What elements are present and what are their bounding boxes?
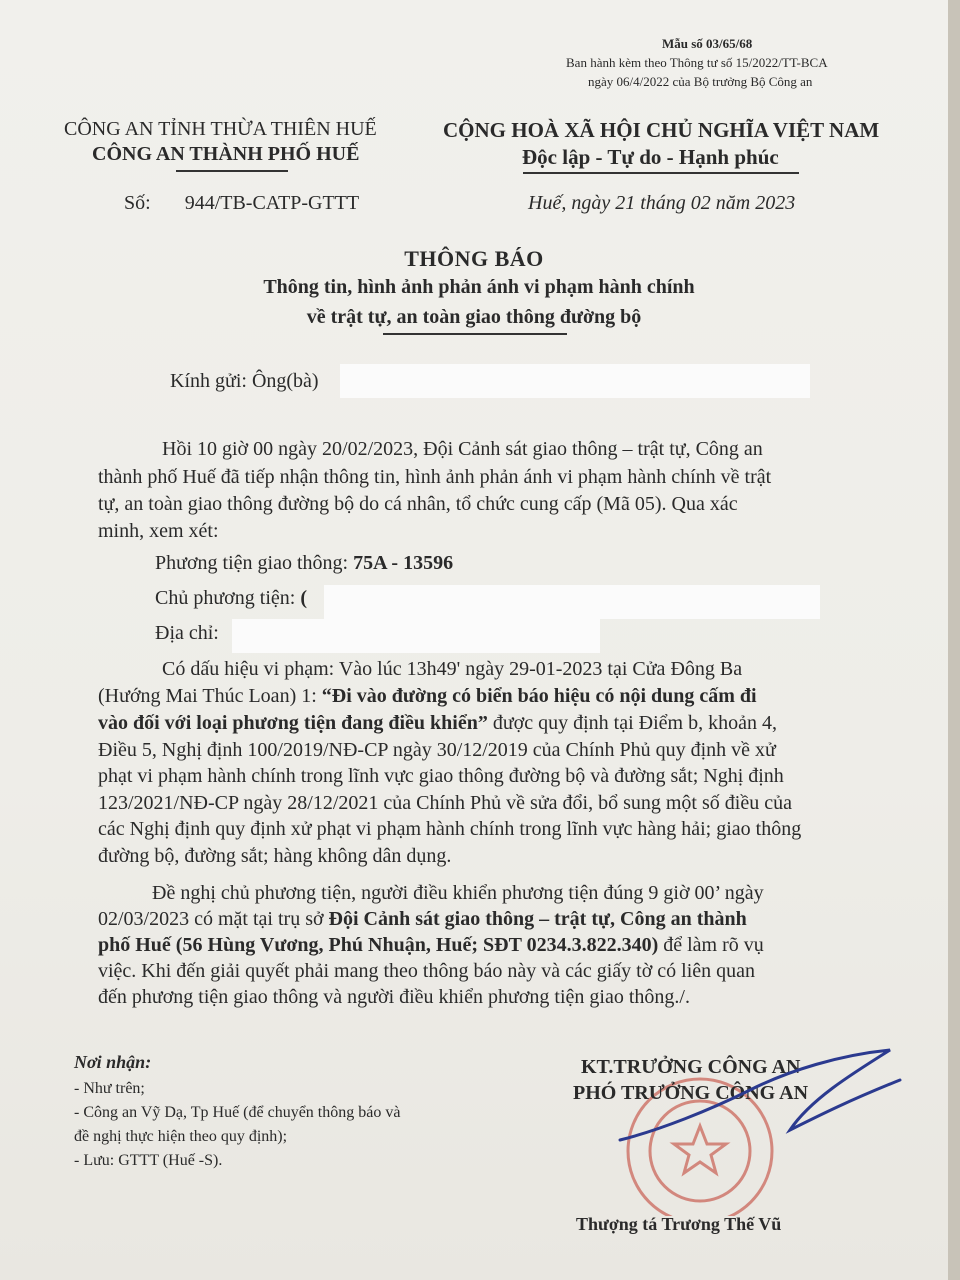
owner-value-fragment: ( bbox=[300, 587, 307, 609]
recipient-item: - Như trên; bbox=[74, 1080, 145, 1097]
violation-line: (Hướng Mai Thúc Loan) 1: “Đi vào đường có biển báo hiệu có nội dung cấm đi bbox=[98, 685, 757, 707]
document-number-label: Số: bbox=[124, 192, 151, 214]
violation-line: phạt vi phạm hành chính trong lĩnh vực giao thông đường bộ và đường sắt; Nghị định bbox=[98, 765, 784, 787]
recipient-item: đề nghị thực hiện theo quy định); bbox=[74, 1128, 288, 1145]
violation-line: Điều 5, Nghị định 100/2019/NĐ-CP ngày 30/12/2019 của Chính Phủ quy định về xử bbox=[98, 739, 776, 761]
redacted-owner bbox=[324, 585, 820, 619]
owner-line bbox=[155, 587, 307, 610]
background-edge bbox=[948, 0, 960, 1280]
place-date: Huế, ngày 21 tháng 02 năm 2023 bbox=[528, 192, 796, 214]
vehicle-label: Phương tiện giao thông: bbox=[155, 552, 349, 574]
address-label: Địa chỉ: bbox=[155, 622, 219, 644]
violation-line: 123/2021/NĐ-CP ngày 28/12/2021 của Chính Phủ về sửa đổi, bổ sung một số điều của bbox=[98, 792, 792, 814]
motto-underline bbox=[523, 172, 799, 174]
signer-name: Thượng tá Trương Thế Vũ bbox=[576, 1214, 782, 1234]
document-number bbox=[124, 192, 359, 215]
agency-parent: CÔNG AN TỈNH THỪA THIÊN HUẾ bbox=[64, 118, 377, 140]
violation-line: vào đối với loại phương tiện đang điều khiển” được quy định tại Điểm b, khoản 4, bbox=[98, 712, 777, 734]
recipients-title: Nơi nhận: bbox=[74, 1052, 152, 1072]
violation-line: Có dấu hiệu vi phạm: Vào lúc 13h49' ngày 29-01-2023 tại Cửa Đông Ba bbox=[162, 658, 743, 680]
request-line: phố Huế (56 Hùng Vương, Phú Nhuận, Huế; SĐT 0234.3.822.340) để làm rõ vụ bbox=[98, 934, 764, 956]
intro-line: minh, xem xét: bbox=[98, 520, 219, 542]
intro-line: Hồi 10 giờ 00 ngày 20/02/2023, Đội Cảnh sát giao thông – trật tự, Công an bbox=[162, 438, 763, 460]
subtitle-underline bbox=[383, 333, 567, 335]
form-number: Mẫu số 03/65/68 bbox=[662, 36, 753, 51]
recipient-item: - Lưu: GTTT (Huế -S). bbox=[74, 1152, 223, 1169]
national-motto: Độc lập - Tự do - Hạnh phúc bbox=[522, 145, 779, 169]
signature-title-2: PHÓ TRƯỞNG CÔNG AN bbox=[573, 1082, 809, 1104]
intro-line: tự, an toàn giao thông đường bộ do cá nhân, tổ chức cung cấp (Mã 05). Qua xác bbox=[98, 493, 738, 515]
redacted-recipient bbox=[340, 364, 810, 398]
violation-line: đường bộ, đường sắt; hàng không dân dụng. bbox=[98, 845, 452, 867]
notice-subtitle-2: về trật tự, an toàn giao thông đường bộ bbox=[306, 306, 642, 328]
handwritten-signature-icon bbox=[600, 1020, 920, 1170]
agency-name: CÔNG AN THÀNH PHỐ HUẾ bbox=[92, 143, 360, 165]
form-issued-line1: Ban hành kèm theo Thông tư số 15/2022/TT-BCA bbox=[566, 55, 828, 70]
request-line: việc. Khi đến giải quyết phải mang theo thông báo này và các giấy tờ có liên quan bbox=[98, 960, 756, 982]
vehicle-plate: 75A - 13596 bbox=[353, 552, 454, 574]
document-number-value: 944/TB-CATP-GTTT bbox=[184, 192, 360, 214]
vehicle-line bbox=[155, 552, 453, 575]
violation-line: các Nghị định quy định xử phạt vi phạm hành chính trong lĩnh vực hàng hải; giao thông bbox=[98, 818, 802, 840]
request-line: Đề nghị chủ phương tiện, người điều khiển phương tiện đúng 9 giờ 00’ ngày bbox=[152, 882, 764, 904]
notice-subtitle-1: Thông tin, hình ảnh phản ánh vi phạm hành chính bbox=[263, 276, 695, 298]
greeting: Kính gửi: Ông(bà) bbox=[170, 370, 319, 392]
notice-title: THÔNG BÁO bbox=[404, 246, 544, 271]
request-line: 02/03/2023 có mặt tại trụ sở Đội Cảnh sát giao thông – trật tự, Công an thành bbox=[98, 908, 747, 930]
form-issued-line2: ngày 06/4/2022 của Bộ trưởng Bộ Công an bbox=[588, 74, 813, 89]
owner-label: Chủ phương tiện: bbox=[155, 587, 296, 609]
nation-name: CỘNG HOÀ XÃ HỘI CHỦ NGHĨA VIỆT NAM bbox=[443, 118, 880, 142]
intro-line: thành phố Huế đã tiếp nhận thông tin, hình ảnh phản ánh vi phạm hành chính về trật bbox=[98, 466, 772, 488]
redacted-address bbox=[232, 619, 600, 653]
signature-title-1: KT.TRƯỞNG CÔNG AN bbox=[581, 1056, 801, 1078]
agency-underline bbox=[176, 170, 288, 172]
recipient-item: - Công an Vỹ Dạ, Tp Huế (để chuyển thông báo và bbox=[74, 1104, 401, 1121]
request-line: đến phương tiện giao thông và người điều khiển phương tiện giao thông./. bbox=[98, 986, 690, 1008]
